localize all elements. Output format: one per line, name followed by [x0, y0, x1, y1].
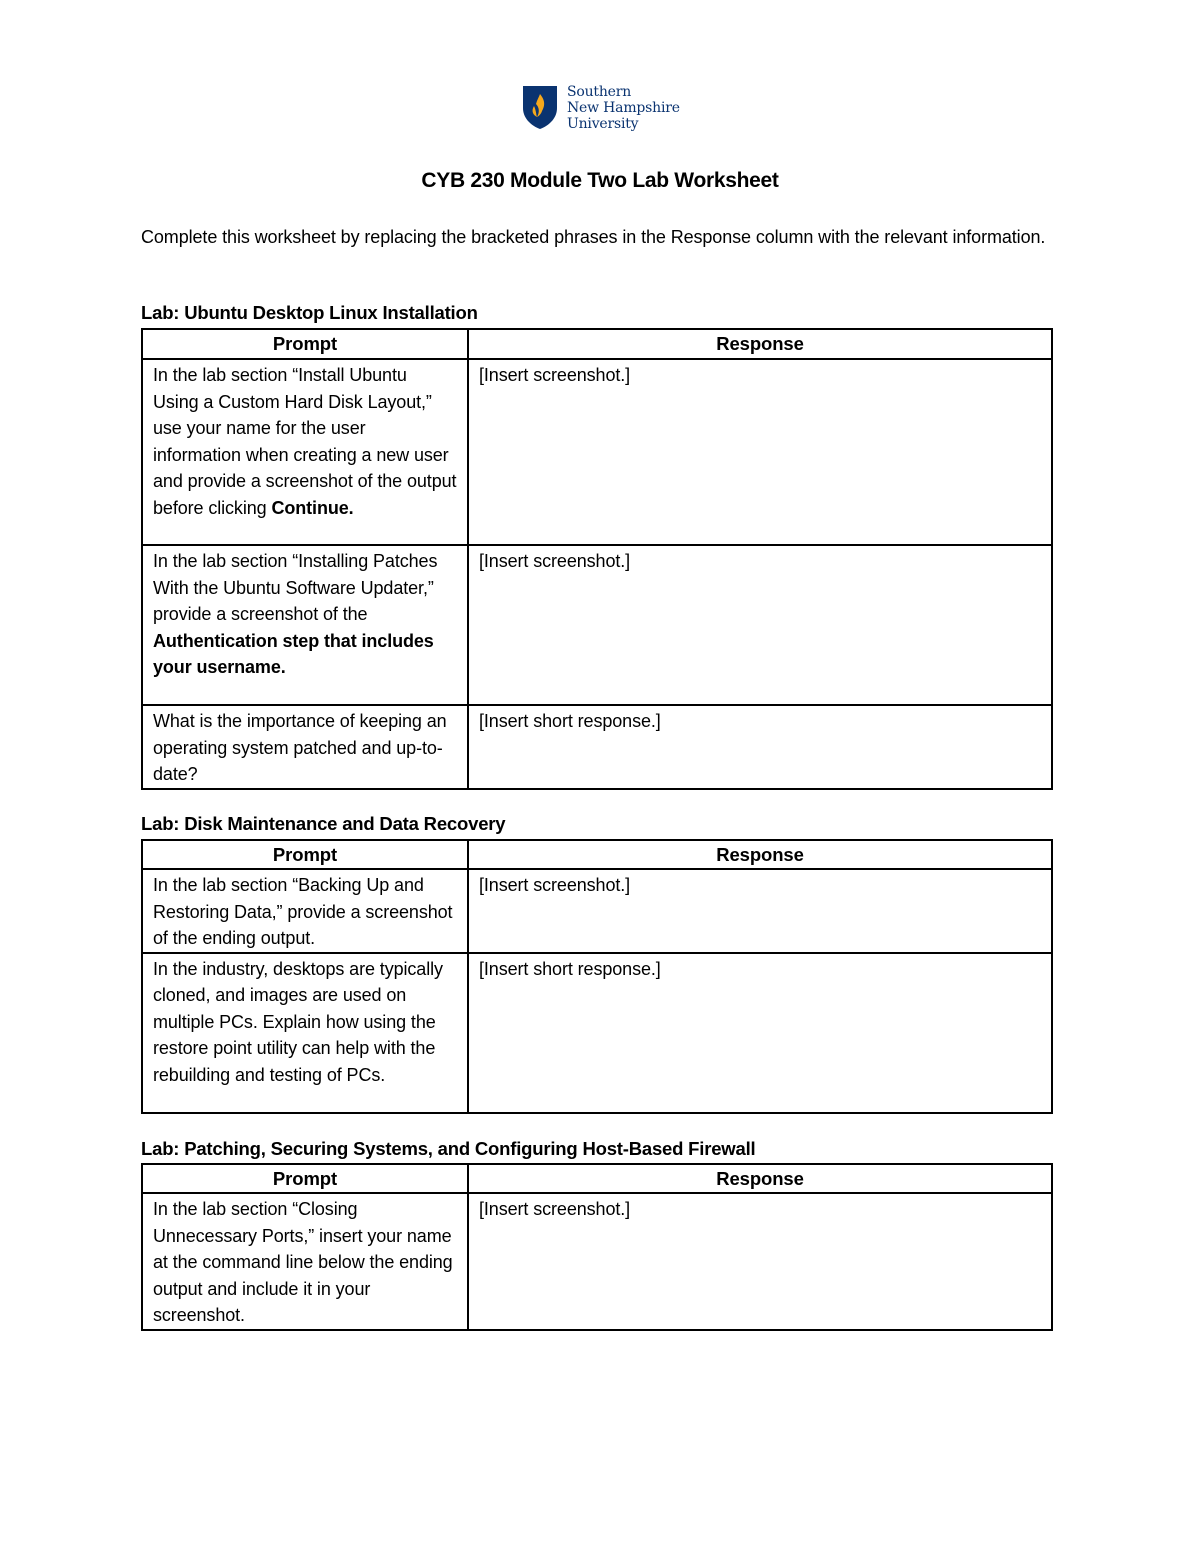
prompt-bold-text: Authentication step that includes your username. — [153, 630, 434, 677]
prompt-text: In the lab section “Backing Up and Restoring Data,” provide a screenshot of the ending output. — [153, 875, 453, 948]
prompt-text: In the lab section “Install Ubuntu Using a Custom Hard Disk Layout,” use your name for the user information when creating a new user and provide a screenshot of the output before clicking — [153, 365, 457, 518]
prompt-text: In the lab section “Installing Patches With the Ubuntu Software Updater,” provide a screenshot of the — [153, 551, 438, 624]
shield-flame-icon — [520, 84, 560, 130]
worksheet-table-disk-maintenance — [141, 839, 1053, 1114]
column-header-response: Response — [468, 329, 1052, 359]
university-logo — [520, 84, 690, 132]
lab-heading-patching-firewall: Lab: Patching, Securing Systems, and Configuring Host-Based Firewall — [141, 1138, 756, 1159]
table-row — [142, 869, 1052, 953]
prompt-cell — [142, 869, 468, 953]
instructions-paragraph: Complete this worksheet by replacing the bracketed phrases in the Response column with the relevant information. — [141, 227, 1046, 247]
table-row — [142, 359, 1052, 545]
prompt-text: In the industry, desktops are typically cloned, and images are used on multiple PCs. Explain how using the restore point utility can help with the rebuilding and testing of PCs. — [153, 958, 443, 1085]
worksheet-table-patching-firewall — [141, 1163, 1053, 1331]
table-row — [142, 1193, 1052, 1330]
response-cell[interactable]: [Insert screenshot.] — [468, 869, 1052, 953]
prompt-cell — [142, 953, 468, 1113]
prompt-text: What is the importance of keeping an operating system patched and up-to-date? — [153, 711, 447, 784]
lab-heading-disk-maintenance: Lab: Disk Maintenance and Data Recovery — [141, 813, 506, 834]
response-cell[interactable]: [Insert short response.] — [468, 705, 1052, 789]
column-header-response: Response — [468, 840, 1052, 869]
column-header-response: Response — [468, 1164, 1052, 1193]
prompt-text: In the lab section “Closing Unnecessary Ports,” insert your name at the command line below the ending output and include it in your screenshot. — [153, 1199, 453, 1325]
prompt-cell — [142, 1193, 468, 1330]
response-cell[interactable]: [Insert screenshot.] — [468, 359, 1052, 545]
response-cell[interactable]: [Insert screenshot.] — [468, 1193, 1052, 1330]
logo-line-1: Southern — [567, 84, 632, 100]
table-row — [142, 953, 1052, 1113]
worksheet-table-ubuntu-installation — [141, 328, 1053, 790]
page-title: CYB 230 Module Two Lab Worksheet — [421, 169, 779, 192]
prompt-bold-text: Continue. — [271, 497, 354, 518]
logo-line-2: New Hampshire — [567, 100, 680, 116]
logo-line-3: University — [567, 116, 639, 132]
response-cell[interactable]: [Insert short response.] — [468, 953, 1052, 1113]
column-header-prompt: Prompt — [142, 1164, 468, 1193]
response-cell[interactable]: [Insert screenshot.] — [468, 545, 1052, 705]
table-row — [142, 545, 1052, 705]
table-row — [142, 705, 1052, 789]
column-header-prompt: Prompt — [142, 840, 468, 869]
prompt-cell — [142, 359, 468, 545]
prompt-cell — [142, 545, 468, 705]
column-header-prompt: Prompt — [142, 329, 468, 359]
prompt-cell — [142, 705, 468, 789]
lab-heading-ubuntu-installation: Lab: Ubuntu Desktop Linux Installation — [141, 302, 478, 323]
